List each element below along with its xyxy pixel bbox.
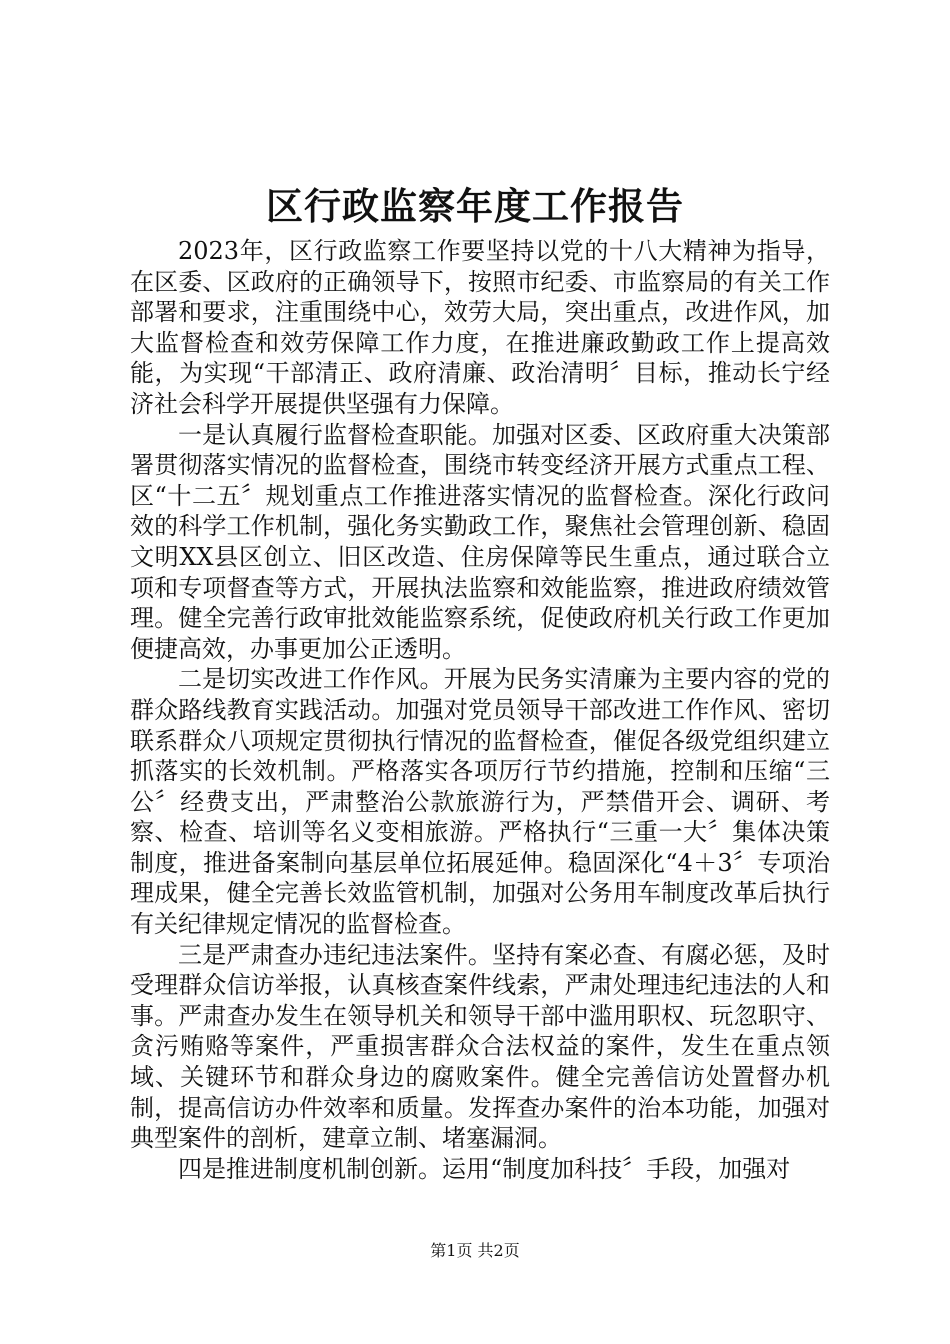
paragraph-case-handling: 三是严肃查办违纪违法案件。坚持有案必查、有腐必惩，及时受理群众信访举报，认真核查案件线索，严肃处理违纪违法的人和事。严肃查办发生在领导机关和领导干部中滥用职权、玩忽职守、贪污贿赂等案件，严重损害群众合法权益的案件，发生在重点领域、关键环节和群众身边的腐败案件。健全完善信访处置督办机制，提高信访办件效率和质量。发挥查办案件的治本功能，加强对典型案件的剖析，建章立制、堵塞漏洞。: [130, 940, 830, 1153]
document-title: 区行政监察年度工作报告: [266, 185, 684, 228]
paragraph-work-style: 二是切实改进工作作风。开展为民务实清廉为主要内容的党的群众路线教育实践活动。加强对党员领导干部改进工作作风、密切联系群众八项规定贯彻执行情况的监督检查，催促各级党组织建立抓落实的长效机制。严格落实各项厉行节约措施，控制和压缩“三公〞经费支出，严肃整治公款旅游行为，严禁借开会、调研、考察、检查、培训等名义变相旅游。严格执行“三重一大〞集体决策制度，推进备案制向基层单位拓展延伸。稳固深化“4＋3〞专项治理成果，健全完善长效监管机制，加强对公务用车制度改革后执行有关纪律规定情况的监督检查。: [130, 665, 830, 939]
paragraph-institution-innovation: 四是推进制度机制创新。运用“制度加科技〞手段，加强对: [178, 1154, 791, 1183]
paragraph-intro: 2023年，区行政监察工作要坚持以党的十八大精神为指导，在区委、区政府的正确领导下，按照市纪委、市监察局的有关工作部署和要求，注重围绕中心，效劳大局，突出重点，改进作风，加大监督检查和效劳保障工作力度，在推进廉政勤政工作上提高效能，为实现“干部清正、政府清廉、政治清明〞目标，推动长宁经济社会科学开展提供坚强有力保障。: [130, 237, 830, 418]
paragraph-supervision: 一是认真履行监督检查职能。加强对区委、区政府重大决策部署贯彻落实情况的监督检查，围绕市转变经济开展方式重点工程、区“十二五〞规划重点工作推进落实情况的监督检查。深化行政问效的科学工作机制，强化务实勤政工作，聚焦社会管理创新、稳固文明XX县区创立、旧区改造、住房保障等民生重点，通过联合立项和专项督查等方式，开展执法监察和效能监察，推进政府绩效管理。健全完善行政审批效能监察系统，促使政府机关行政工作更加便捷高效，办事更加公正透明。: [130, 420, 830, 663]
document-body: [130, 236, 830, 1184]
page-footer: 第1页 共2页: [430, 1241, 520, 1260]
